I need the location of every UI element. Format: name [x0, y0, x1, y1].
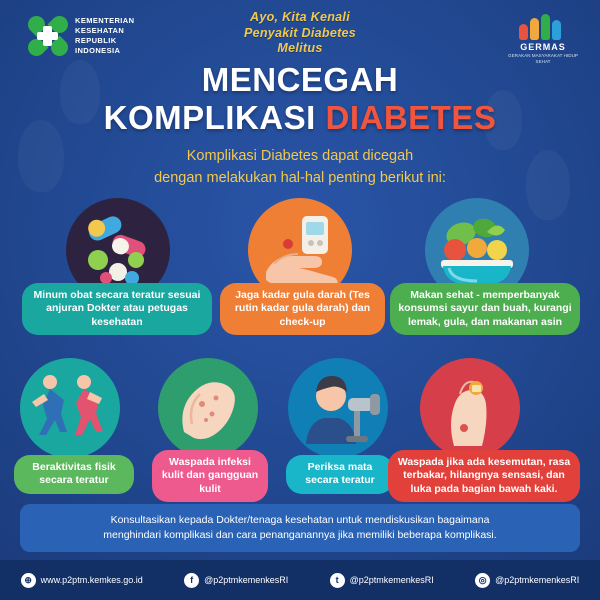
tip-icon-kaki — [420, 358, 520, 458]
ministry-logo-text: KEMENTERIAN KESEHATAN REPUBLIK INDONESIA — [75, 16, 135, 56]
footer-link-facebook[interactable] — [184, 573, 288, 588]
subtitle-line-1: Komplikasi Diabetes dapat dicegah — [186, 148, 414, 164]
tip-icon-periksa-mata — [288, 358, 388, 458]
twitter-icon: t — [330, 573, 345, 588]
facebook-icon: f — [184, 573, 199, 588]
page-title — [0, 62, 600, 135]
germas-title: GERMAS — [520, 42, 566, 52]
footer-link-website[interactable] — [21, 573, 143, 588]
germas-subtitle: GERAKAN MASYARAKAT HIDUP SEHAT — [508, 53, 578, 64]
ministry-logo — [28, 16, 134, 57]
title-line-2a: KOMPLIKASI — [103, 98, 326, 136]
running-people-icon — [20, 358, 120, 458]
tip-caption-obat: Minum obat secara teratur sesuai anjuran Dokter atau petugas kesehatan — [22, 283, 212, 335]
germas-logo — [508, 14, 578, 64]
footer-link-twitter[interactable] — [330, 573, 434, 588]
footer-label-website: www.p2ptm.kemkes.go.id — [40, 575, 143, 585]
tip-caption-kaki: Waspada jika ada kesemutan, rasa terbakar, hilangnya sensasi, dan luka pada bagian bawah kaki. — [388, 450, 580, 502]
tip-icon-aktivitas-fisik — [20, 358, 120, 458]
footer-label-instagram: @p2ptmkemenkesRI — [495, 575, 580, 585]
eye-exam-icon — [288, 358, 388, 458]
tip-caption-infeksi-kulit: Waspada infeksi kulit dan gangguan kulit — [152, 450, 268, 502]
globe-icon: ⊕ — [21, 573, 36, 588]
foot-wound-icon — [420, 358, 520, 458]
tip-caption-periksa-mata: Periksa mata secara teratur — [286, 455, 394, 494]
kemenkes-logo-icon — [28, 16, 68, 56]
footer-bar — [0, 560, 600, 600]
skin-hand-icon — [158, 358, 258, 458]
subtitle-line-2: dengan melakukan hal-hal penting berikut ini: — [154, 169, 446, 186]
footer-label-facebook: @p2ptmkemenkesRI — [204, 575, 289, 585]
footer-note-line-1: Konsultasikan kepada Dokter/tenaga kesehatan untuk mendiskusikan bagaimana — [110, 513, 490, 526]
tip-caption-gula-darah: Jaga kadar gula darah (Tes rutin kadar gula darah) dan check-up — [220, 283, 385, 335]
page-subtitle — [0, 146, 600, 190]
title-line-1: MENCEGAH — [201, 61, 399, 98]
tip-caption-aktivitas-fisik: Beraktivitas fisik secara teratur — [14, 455, 134, 494]
footer-label-twitter: @p2ptmkemenkesRI — [349, 575, 434, 585]
title-line-2b: DIABETES — [325, 98, 497, 136]
tip-caption-makan-sehat: Makan sehat - memperbanyak konsumsi sayur dan buah, kurangi lemak, gula, dan makanan asin — [390, 283, 580, 335]
tip-icon-infeksi-kulit — [158, 358, 258, 458]
footer-link-instagram[interactable] — [475, 573, 579, 588]
germas-logo-icon — [517, 14, 569, 40]
instagram-icon: ◎ — [475, 573, 490, 588]
footer-note-line-2: menghindari komplikasi dan cara penanganannya jika memiliki beberapa komplikasi. — [103, 528, 497, 541]
top-banner: Ayo, Kita Kenali Penyakit Diabetes Melitus — [243, 10, 357, 56]
footer-note — [20, 504, 580, 552]
